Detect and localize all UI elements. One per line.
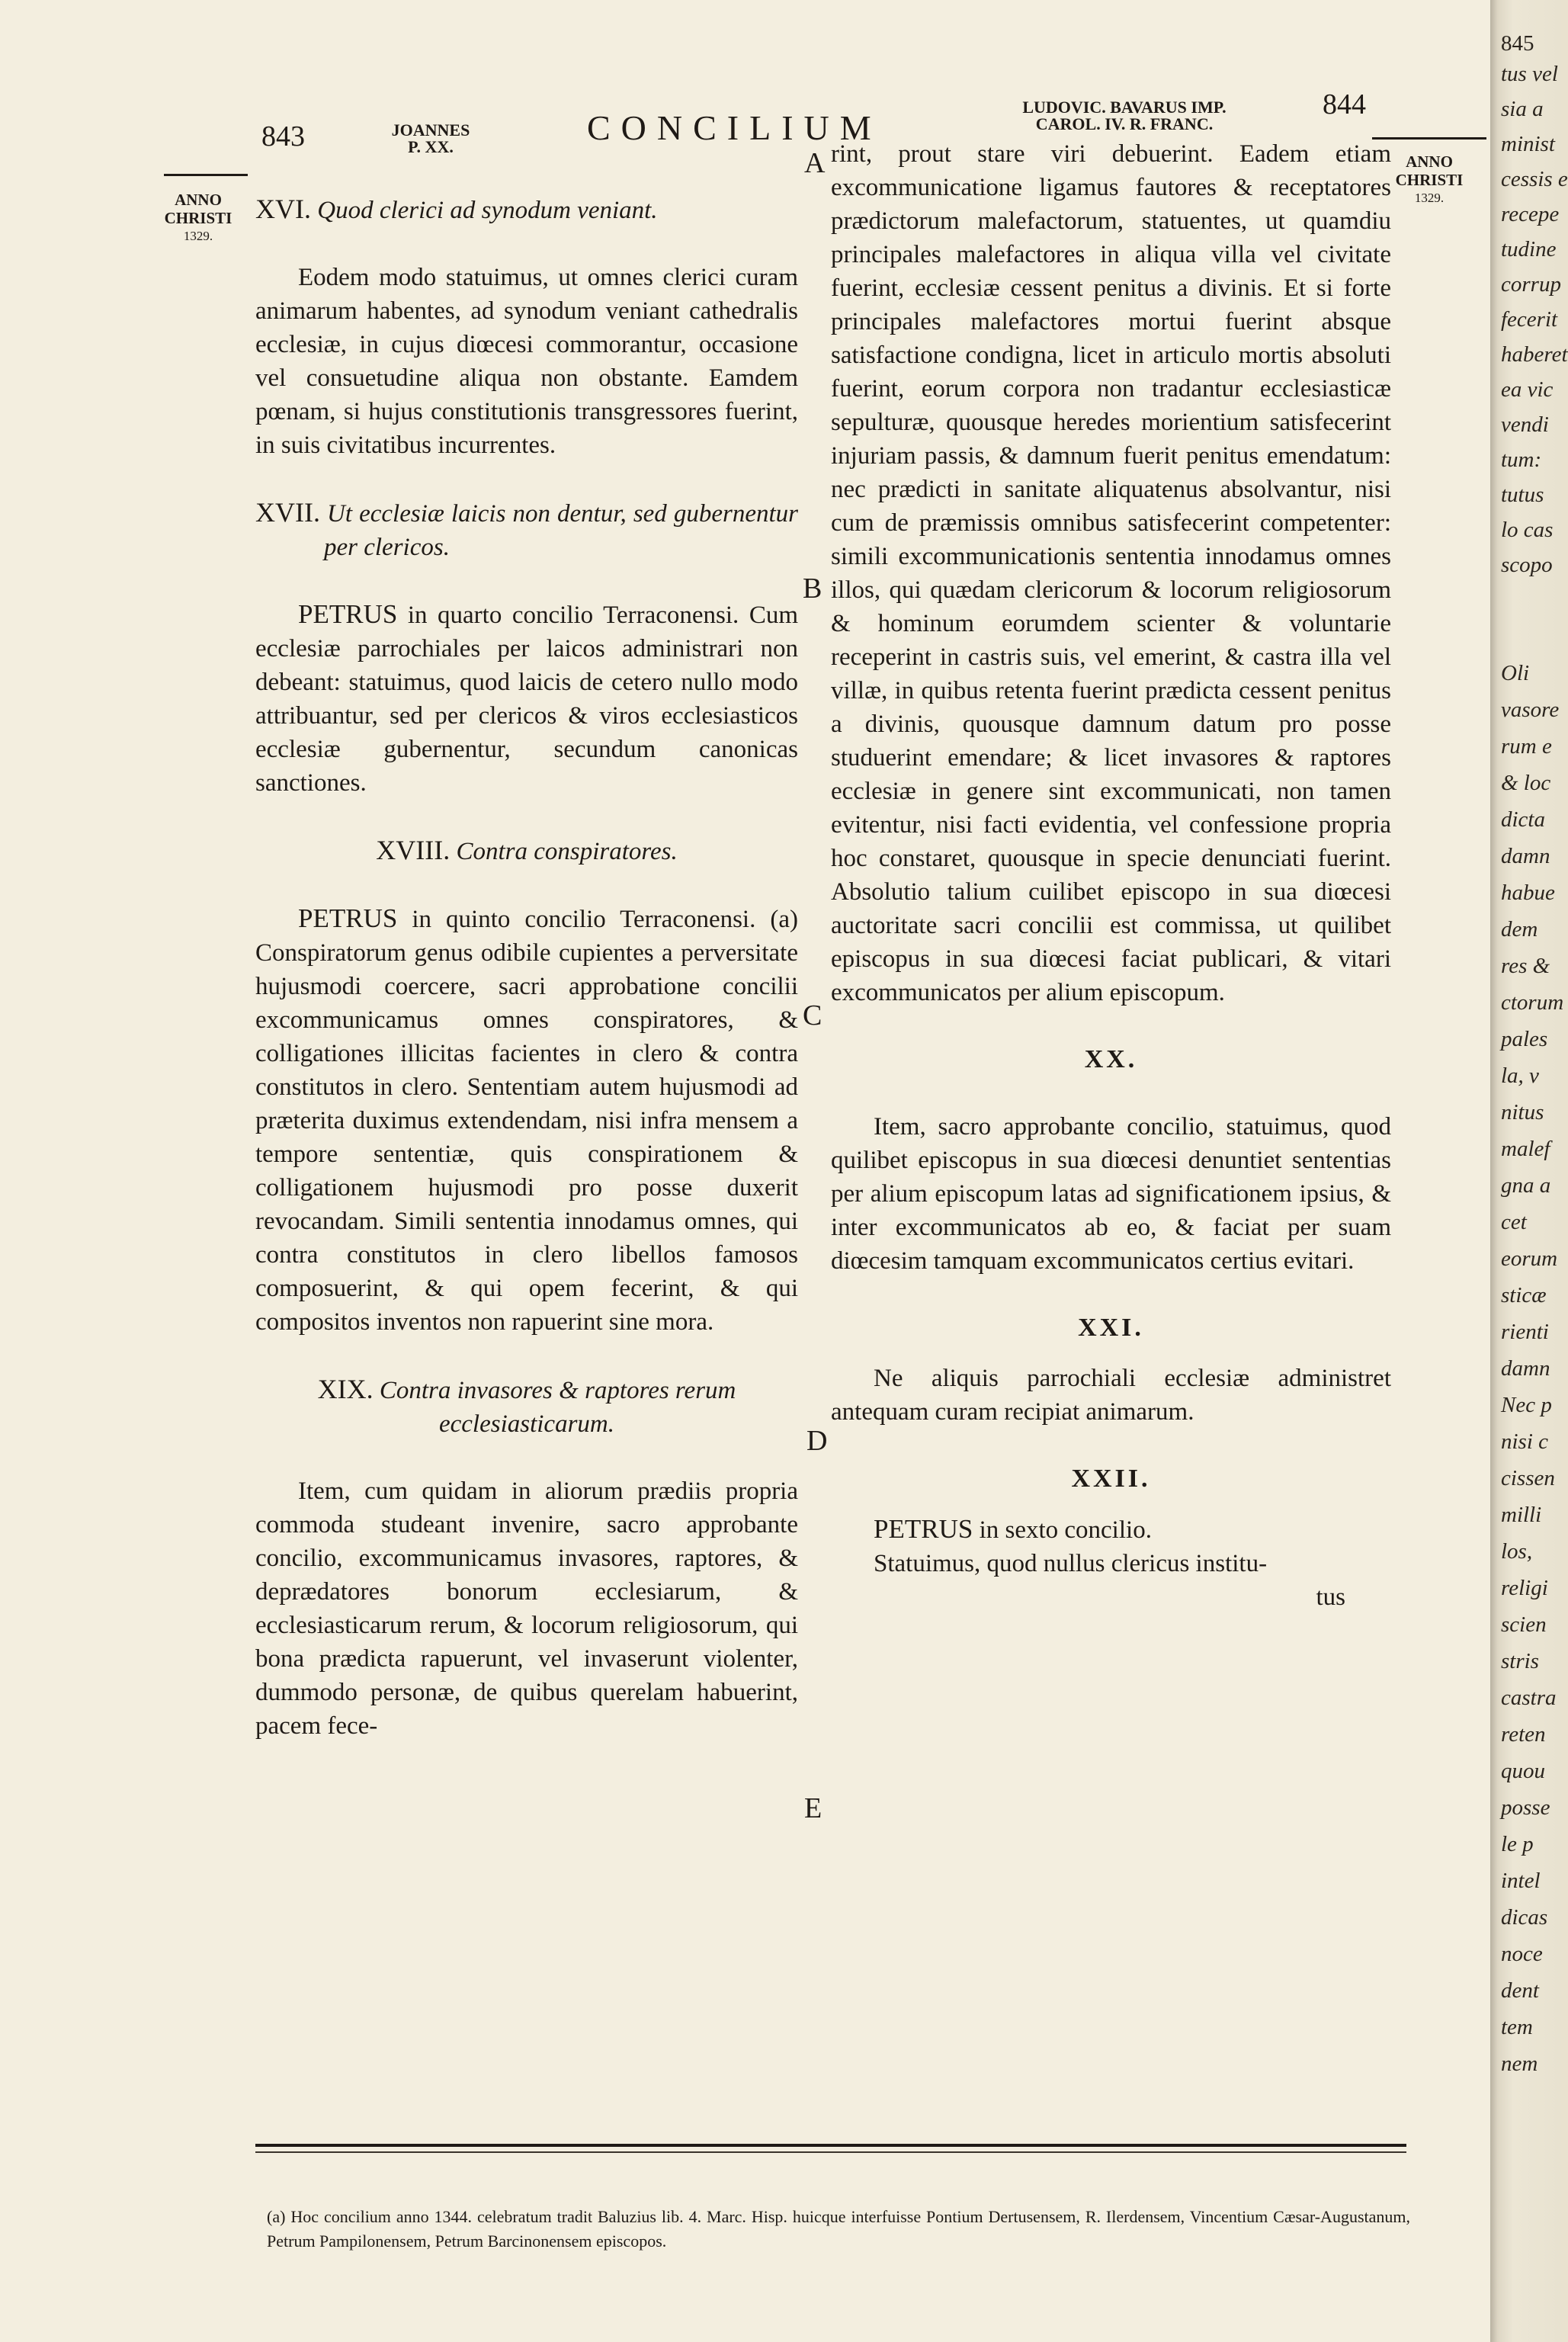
section-xvii-heading — [255, 496, 798, 564]
anno-right-label: ANNO — [1406, 152, 1453, 171]
next-page-fragment: quou — [1501, 1759, 1545, 1783]
footnote-a: (a) Hoc concilium anno 1344. celebratum tradit Baluzius lib. 4. Marc. Hisp. huicque interfuisse Pontium Dertusensem, R. Ilerdensem, Vincentium Cæsar-Augustanum, Petrum Pampilonensem, Petrum Barcinonensem episcopos. — [267, 2207, 1410, 2251]
next-page-fragment: dicas — [1501, 1905, 1548, 1930]
next-page-fragment: Nec p — [1501, 1393, 1552, 1417]
section-xviii-author: PETRUS — [298, 903, 398, 933]
christi-right-label: CHRISTI — [1395, 171, 1464, 189]
next-page-fragment: fecerit — [1501, 307, 1558, 332]
next-page-fragment: vasore — [1501, 698, 1560, 722]
next-page-fragment: nem — [1501, 2052, 1538, 2076]
section-xx-text: Item, sacro approbante concilio, statuimus, quod quilibet episcopus in sua diœcesi denuntiet sententias per alium episcopum latas ad significationem ipsius, & inter excommunicatos ab eo, & faciat per suam diœcesim tamquam excommunicatos certius evitari. — [831, 1113, 1391, 1275]
next-page-fragment: recepe — [1501, 202, 1560, 226]
section-xix-heading — [255, 1372, 798, 1441]
section-xvii-body: in quarto concilio Terraconensi. Cum ecclesiæ parrochiales per laicos administrari non debeant: statuimus, quod laicis de cetero nullo modo attribuantur, sed per clericos & viros ecclesiasticos ecclesiæ gubernentur, secundum canonicas sanctiones. — [255, 602, 798, 797]
section-xxii-line2: Statuimus, quod nullus clericus institu- — [874, 1550, 1268, 1577]
next-page-fragment: tem — [1501, 2015, 1533, 2039]
anno-left-label: ANNO — [175, 191, 222, 209]
section-xxii-author: PETRUS — [874, 1514, 973, 1544]
year-right-label: 1329. — [1414, 191, 1445, 205]
section-xxi-number: XXI. — [1078, 1314, 1144, 1342]
next-page-fragment: le p — [1501, 1832, 1534, 1856]
running-title: CONCILIUM — [587, 108, 882, 147]
next-page-fragment: nitus — [1501, 1100, 1544, 1124]
next-page-fragment: tutus — [1501, 483, 1544, 507]
header-rule-left — [164, 174, 248, 176]
next-page-fragment: tus vel — [1501, 62, 1558, 86]
footnote-rule-thick — [255, 2144, 1406, 2147]
next-page-fragment: cet — [1501, 1210, 1527, 1234]
section-xxii-body1: in sexto concilio. — [979, 1516, 1152, 1544]
next-page-fragment: dicta — [1501, 807, 1545, 832]
next-page-fragment: ea vic — [1501, 377, 1554, 402]
section-xxi-text: Ne aliquis parrochiali ecclesiæ administret antequam curam recipiat animarum. — [831, 1365, 1391, 1426]
next-page-fragment: haberet — [1501, 342, 1568, 367]
next-page-fragment: rienti — [1501, 1320, 1549, 1344]
section-xix-text: Item, cum quidam in aliorum prædiis propria commoda studeant invenire, sacro approbante concilio, excommunicamus invasores, raptores, & deprædatores bonorum ecclesiarum, & ecclesiasticarum rerum, & locorum religiosorum, qui bona prædicta rapuerunt, vel invaserunt violenter, dummodo personæ, de quibus querelam habuerint, pacem fece- — [255, 1477, 798, 1740]
section-xix-number: XIX. — [317, 1374, 374, 1404]
next-page-fragment: eorum — [1501, 1246, 1558, 1271]
next-page-fragment: minist — [1501, 132, 1555, 156]
next-page-fragment: sticæ — [1501, 1283, 1547, 1307]
section-xviii-number: XVIII. — [376, 835, 451, 865]
section-xviii-heading — [255, 833, 798, 868]
next-page-fragment: res & — [1501, 954, 1550, 978]
left-column — [255, 192, 798, 1743]
anno-christi-left — [156, 191, 240, 245]
next-page-fragment: intel — [1501, 1869, 1541, 1893]
next-page-fragment: castra — [1501, 1686, 1557, 1710]
next-page-fragment: vendi — [1501, 412, 1549, 437]
marker-e: E — [804, 1792, 822, 1824]
next-page-fragment: scien — [1501, 1612, 1547, 1637]
header-right-author-line1: LUDOVIC. BAVARUS IMP. — [1022, 98, 1227, 117]
section-xvi-number: XVI. — [255, 194, 311, 224]
next-page-fragment: corrup — [1501, 272, 1561, 297]
section-xxii-number: XXII. — [1071, 1465, 1151, 1493]
next-page-fragment: cissen — [1501, 1466, 1555, 1490]
next-page-fragment: dent — [1501, 1978, 1539, 2003]
section-xx-number: XX. — [1084, 1045, 1138, 1073]
section-xviii-title: Contra conspiratores. — [456, 838, 678, 865]
page-number-right: 844 — [1323, 88, 1366, 120]
next-page-fragment: religi — [1501, 1576, 1548, 1600]
marker-c: C — [803, 999, 822, 1031]
next-page-fragment: ctorum — [1501, 990, 1564, 1015]
next-page-fragment: Oli — [1501, 661, 1530, 685]
section-xxii-line1 — [831, 1513, 1391, 1547]
next-page-fragment: dem — [1501, 917, 1538, 942]
next-page-number: 845 — [1501, 31, 1534, 56]
section-xviii-text — [255, 902, 798, 1339]
next-page-fragment: gna a — [1501, 1173, 1551, 1198]
footnote-rule-thin — [255, 2151, 1406, 2153]
section-xvi-text: Eodem modo statuimus, ut omnes clerici curam animarum habentes, ad synodum veniant cathedralis ecclesiæ, in cujus diœcesi commorantur, occasione vel consuetudine aliqua non obstante. Eamdem pœnam, si hujus constitutionis transgressores fuerint, in suis civitatibus incurrentes. — [255, 264, 798, 459]
next-page-fragment: stris — [1501, 1649, 1539, 1673]
next-page-fragment: los, — [1501, 1539, 1533, 1564]
next-page-fragment: la, v — [1501, 1064, 1539, 1088]
section-xvii-author: PETRUS — [298, 599, 398, 629]
christi-left-label: CHRISTI — [164, 209, 232, 227]
next-page-fragment: rum e — [1501, 734, 1552, 759]
section-xvii-number: XVII. — [255, 497, 320, 528]
section-xvi-heading — [255, 192, 798, 227]
next-page-fragment: tum: — [1501, 448, 1542, 472]
next-page-fragment: & loc — [1501, 771, 1551, 795]
next-page-edge — [1490, 0, 1568, 2342]
marker-d: D — [806, 1425, 828, 1457]
header-left-author-line2: P. XX. — [408, 137, 454, 156]
header-left-author — [385, 122, 476, 156]
section-xviii-body: in quinto concilio Terraconensi. (a) Conspiratorum genus odibile cupientes a perversitate hujusmodi coercere, sacri approbatione concilii excommunicamus omnes conspiratores, & colligationes illicitas facientes in clero & contra constitutos in clero. Sententiam autem hujusmodi ad præterita duximus extendendam, nisi infra mensem a tempore sententiæ, quis conspirationem & colligationem hujusmodi pro posse duxerit revocandam. Simili sententia innodamus omnes, qui contra constitutos in clero libellos famosos composuerint, & qui opem fecerint, & qui compositos inventos non rapuerint sine mora. — [255, 906, 799, 1336]
next-page-fragment: reten — [1501, 1722, 1546, 1747]
header-right-author-line2: CAROL. IV. R. FRANC. — [1035, 114, 1214, 133]
anno-christi-right — [1387, 152, 1471, 207]
next-page-fragment: sia a — [1501, 97, 1544, 121]
next-page-fragment: milli — [1501, 1503, 1542, 1527]
next-page-fragment: noce — [1501, 1942, 1543, 1966]
catchword: tus — [1316, 1583, 1345, 1611]
header-right-author — [983, 99, 1265, 133]
next-page-fragment: scopo — [1501, 553, 1553, 577]
header-left-author-line1: JOANNES — [391, 120, 470, 140]
section-xix-continuation: rint, prout stare viri debuerint. Eadem etiam excommunicatione ligamus fautores & receptatores prædictorum malefactorum, statuentes, ut quamdiu principales malefactores in aliqua villa vel civitate fuerint, ecclesiæ cessent penitus a divinis. Et si forte principales malefactores mortui fuerint absque satisfactione condigna, licet in articulo mortis absoluti fuerint, eorum corpora non tradantur ecclesiasticæ sepulturæ, quousque heredes morientium satisfecerint injuriam passis, & damnum fuerit penitus emendatum: nec prædicti in sanitate aliquatenus absolvantur, nisi cum de præmissis omnibus satisfecerint competenter: simili excommunicationis sententia innodamus omnes illos, qui quædam clericorum & locorum religiosorum & hominum eorumdem scienter & voluntarie receperint in castris suis, vel emerint, & castra illa vel villæ, in quibus retenta fuerint prædicta cessent penitus a divinis, quousque damnum datum pro posse studuerint emendare; & licet invasores & raptores ecclesiæ in genere sint excommunicati, non tamen evitentur, nisi facti evidentia, vel confessione propria hoc constaret, quousque in specie denunciati fuerint. Absolutio talium cuilibet episcopo in sua diœcesi auctoritate sacri concilii est commissa, ut quilibet episcopus in sua diœcesi faciat publicari, & vitari excommunicatos per alium episcopum. — [831, 140, 1391, 1006]
section-xvii-text — [255, 598, 798, 800]
section-xvi-title: Quod clerici ad synodum veniant. — [317, 197, 658, 224]
next-page-fragment: nisi c — [1501, 1429, 1549, 1454]
next-page-fragment: damn — [1501, 1356, 1550, 1381]
next-page-fragment: pales — [1501, 1027, 1548, 1051]
marker-b: B — [803, 573, 822, 605]
year-left-label: 1329. — [183, 229, 213, 243]
next-page-fragment: lo cas — [1501, 518, 1554, 542]
next-page-fragment: malef — [1501, 1137, 1550, 1161]
page-number-left: 843 — [261, 120, 305, 152]
next-page-fragment: tudine — [1501, 237, 1557, 261]
next-page-fragment: cessis e — [1501, 167, 1568, 191]
section-xix-title: Contra invasores & raptores rerum ecclesiasticarum. — [379, 1377, 736, 1438]
section-xvii-title: Ut ecclesiæ laicis non dentur, sed gubernentur per clericos. — [324, 500, 799, 561]
next-page-fragment: habue — [1501, 881, 1555, 905]
right-column — [831, 137, 1391, 1614]
next-page-fragment: posse — [1501, 1795, 1550, 1820]
next-page-fragment: damn — [1501, 844, 1550, 868]
marker-a: A — [804, 147, 826, 179]
